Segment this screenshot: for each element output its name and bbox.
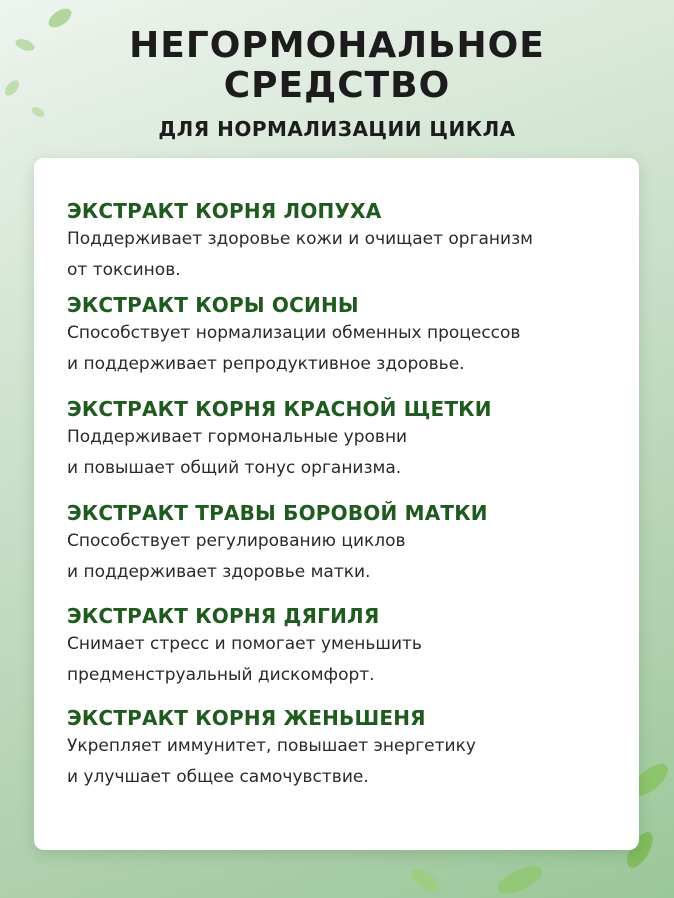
- ingredient-description-line: и улучшает общее самочувствие.: [67, 767, 369, 787]
- ingredient-description: [67, 731, 627, 793]
- ingredient-item: [67, 603, 627, 691]
- ingredient-title: ЭКСТРАКТ КОРНЯ ЖЕНЬШЕНЯ: [67, 706, 426, 730]
- ingredient-title: ЭКСТРАКТ КОРНЯ ЛОПУХА: [67, 199, 382, 223]
- ingredient-item: [67, 198, 627, 286]
- ingredient-description: [67, 526, 627, 588]
- ingredient-item: [67, 500, 627, 588]
- ingredient-description-line: и повышает общий тонус организма.: [67, 458, 402, 478]
- ingredient-item: [67, 292, 627, 380]
- ingredient-description-line: и поддерживает здоровье матки.: [67, 562, 371, 582]
- ingredient-title: ЭКСТРАКТ КОРНЯ КРАСНОЙ ЩЕТКИ: [67, 397, 492, 421]
- ingredient-description: [67, 422, 627, 484]
- ingredient-description-line: от токсинов.: [67, 260, 181, 280]
- ingredient-description-line: и поддерживает репродуктивное здоровье.: [67, 354, 465, 374]
- ingredient-title: ЭКСТРАКТ КОРЫ ОСИНЫ: [67, 293, 359, 317]
- page-title-line-2: СРЕДСТВО: [223, 65, 451, 106]
- ingredient-description: [67, 318, 627, 380]
- ingredients-card: [34, 158, 639, 850]
- ingredient-description-line: Снимает стресс и помогает уменьшить: [67, 634, 422, 654]
- ingredient-title: ЭКСТРАКТ ТРАВЫ БОРОВОЙ МАТКИ: [67, 501, 488, 525]
- ingredient-title: ЭКСТРАКТ КОРНЯ ДЯГИЛЯ: [67, 604, 380, 628]
- ingredient-description: [67, 629, 627, 691]
- ingredient-description-line: Поддерживает здоровье кожи и очищает организм: [67, 229, 533, 249]
- ingredient-description: [67, 224, 627, 286]
- ingredient-description-line: Укрепляет иммунитет, повышает энергетику: [67, 736, 476, 756]
- page-subtitle: ДЛЯ НОРМАЛИЗАЦИИ ЦИКЛА: [158, 117, 516, 141]
- ingredient-item: [67, 396, 627, 484]
- ingredient-description-line: Поддерживает гормональные уровни: [67, 427, 408, 447]
- ingredient-description-line: Способствует нормализации обменных процессов: [67, 323, 521, 343]
- ingredient-description-line: предменструальный дискомфорт.: [67, 665, 375, 685]
- ingredient-item: [67, 705, 627, 793]
- page-title-line-1: НЕГОРМОНАЛЬНОЕ: [129, 25, 545, 66]
- ingredient-description-line: Способствует регулированию циклов: [67, 531, 406, 551]
